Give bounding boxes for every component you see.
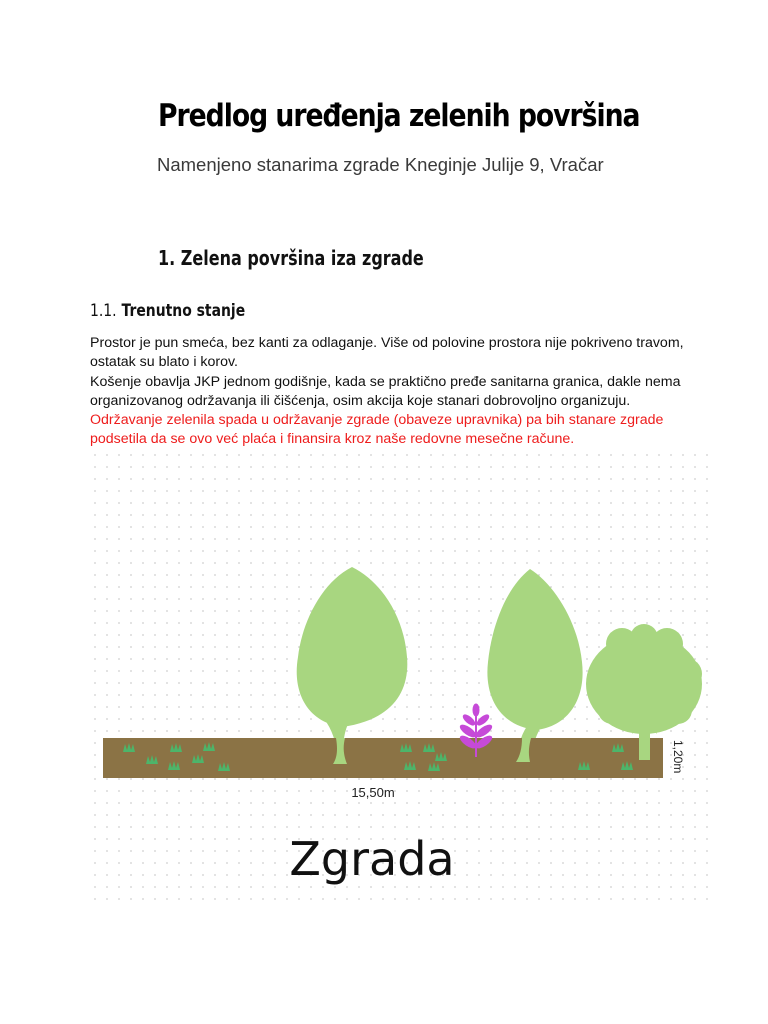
paragraph-line: ostatak su blato i korov. <box>90 354 238 371</box>
paragraph-line: Košenje obavlja JKP jednom godišnje, kada se praktično pređe sanitarna granica, dakle nema <box>90 373 681 390</box>
soil-strip <box>103 738 663 778</box>
depth-label: 1,20m <box>671 740 685 774</box>
paragraph-line: organizovanog održavanja ili čišćenja, osim akcija koje stanari dobrovoljno organizuju. <box>90 392 631 409</box>
width-label: 15,50m <box>351 785 395 800</box>
body-text <box>90 334 690 450</box>
section-heading: 1. Zelena površina iza zgrade <box>158 246 424 270</box>
highlight-line: Održavanje zelenila spada u održavanje zgrade (obaveze upravnika) pa bih stanare zgrade <box>90 412 664 429</box>
highlight-line: podsetila da se ovo već plaća i finansira kroz naše redovne mesečne račune. <box>90 431 575 448</box>
subsection-heading <box>90 301 245 321</box>
paragraph-line: Prostor je pun smeća, bez kanti za odlaganje. Više od polovine prostora nije pokriveno travom, <box>90 335 684 351</box>
page-subtitle: Namenjeno stanarima zgrade Kneginje Julije 9, Vračar <box>157 154 604 175</box>
garden-diagram <box>92 452 708 904</box>
subsection-title: Trenutno stanje <box>121 301 246 321</box>
subsection-number: 1.1. <box>90 301 117 321</box>
page-title: Predlog uređenja zelenih površina <box>158 98 640 134</box>
building-label: Zgrada <box>289 832 455 886</box>
